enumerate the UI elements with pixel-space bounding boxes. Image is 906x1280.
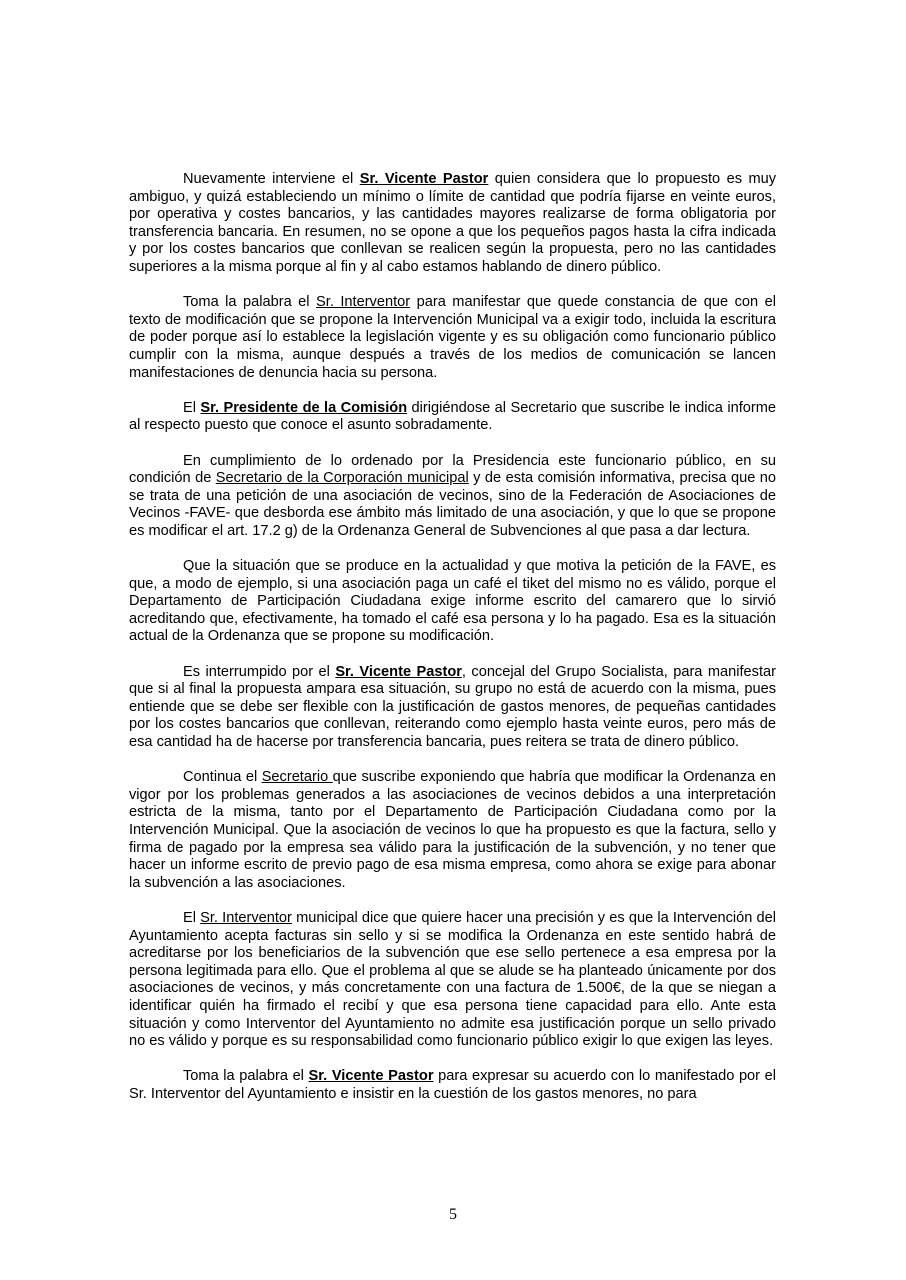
- speaker-name: Sr. Vicente Pastor: [308, 1068, 434, 1085]
- speaker-name: Sr. Presidente de la Comisión: [200, 399, 408, 416]
- speaker-name: Sr. Interventor: [316, 294, 411, 311]
- paragraph: [129, 171, 776, 277]
- text-run: Continua el: [183, 769, 262, 786]
- paragraph: [129, 1068, 776, 1103]
- text-run: para manifestar que quede constancia de que con el texto de modificación que se propone la Intervención Municipal va a exigir todo, incluida la escritura de poder porque así lo establece la legislación vigente y es su obligación como funcionario público cumplir con la misma, aunque después a través de los medios de comunicación se lancen manifestaciones de denuncia hacia su persona.: [129, 294, 776, 381]
- speaker-name: Sr. Vicente Pastor: [359, 171, 489, 187]
- text-run: quien considera que lo propuesto es muy ambiguo, y quizá estableciendo un mínimo o límite de cantidad que podría fijarse en veinte euros, por operativa y costes bancarios, y las cantidades mayores realizarse de forma obligatoria por transferencia bancaria. En resumen, no se opone a que los pequeños pagos hasta la cifra indicada y por los costes bancarios que conllevan se realicen según la propuesta, pero no las cantidades superiores a la misma porque al fin y al cabo estamos hablando de dinero público.: [129, 171, 777, 275]
- text-run: , concejal del Grupo Socialista, para manifestar que si al final la propuesta ampara esa situación, su grupo no está de acuerdo con la misma, pues entiende que se debe ser flexible con la justificación de gastos menores, de pequeñas cantidades por los costes bancarios que conllevan, reiterando como ejemplo hasta veinte euros, pero más de esa cantidad ha de hacerse por transferencia bancaria, pues reitera se trata de dinero público.: [129, 663, 776, 750]
- paragraph: [129, 769, 776, 892]
- text-run: El: [183, 909, 201, 926]
- text-run: municipal dice que quiere hacer una precisión y es que la Intervención del Ayuntamiento acepta facturas sin sello y si se modifica la Ordenanza en este sentido habrá de acreditarse por los beneficiarios de la subvención que ese sello pertenece a esa empresa por la persona legitimada para ello. Que el problema al que se alude se ha planteado únicamente por dos asociaciones de vecinos, y más concretamente con una factura de 1.500€, de la que se niegan a identificar quién ha firmado el recibí y que esa persona tiene capacidad para ello. Ante esta situación y como Interventor del Ayuntamiento no admite esa justificación porque un sello privado no es válido y porque es su responsabilidad como funcionario público exigir lo que exigen las leyes.: [129, 909, 777, 1050]
- paragraph: [129, 664, 776, 752]
- text-run: Nuevamente interviene el: [183, 171, 360, 187]
- speaker-name: Secretario de la Corporación municipal: [215, 470, 469, 487]
- paragraph: [129, 294, 776, 382]
- paragraph: [129, 910, 776, 1051]
- text-run: Toma la palabra el: [183, 294, 317, 311]
- paragraph: [129, 453, 776, 541]
- speaker-name: Secretario: [261, 769, 333, 786]
- text-run: y de esta comisión informativa, precisa que no se trata de una petición de una asociación de vecinos, sino de la Federación de Asociaciones de Vecinos -FAVE- que desborda ese ámbito más limitado de una asociación, y que lo que se propone es modificar el art. 17.2 g) de la Ordenanza General de Subvenciones al que pasa a dar lectura.: [129, 470, 776, 539]
- page-number: 5: [449, 1206, 457, 1223]
- text-run: que suscribe exponiendo que habría que modificar la Ordenanza en vigor por los problemas generados a las asociaciones de vecinos debidos a una interpretación estricta de la misma, tanto por el Departamento de Participación Ciudadana como por la Intervención Municipal. Que la asociación de vecinos lo que ha propuesto es que la factura, sello y firma de pagado por la empresa sea válido para la justificación de la subvención, y no tener que hacer un informe escrito de previo pago de esa misma empresa, como ahora se exige para abonar la subvención a las asociaciones.: [129, 769, 776, 891]
- paragraph: [129, 400, 776, 435]
- paragraph: [129, 558, 776, 646]
- text-run: El: [183, 399, 201, 416]
- document-body: [129, 171, 776, 1121]
- speaker-name: Sr. Vicente Pastor: [335, 663, 462, 680]
- text-run: Que la situación que se produce en la actualidad y que motiva la petición de la FAVE, es que, a modo de ejemplo, si una asociación paga un café el tiket del mismo no es válido, porque el Departamento de Participación Ciudadana exige informe escrito del camarero que lo sirvió acreditando que, efectivamente, ha tomado el café esa persona y lo ha pagado. Esa es la situación actual de la Ordenanza que se propone su modificación.: [129, 558, 776, 645]
- speaker-name: Sr. Interventor: [200, 909, 292, 926]
- text-run: En cumplimiento de lo ordenado por la Presidencia este funcionario público, en su condición de: [129, 452, 776, 487]
- text-run: dirigiéndose al Secretario que suscribe le indica informe al respecto puesto que conoce el asunto sobradamente.: [129, 399, 776, 434]
- text-run: Es interrumpido por el: [183, 663, 336, 680]
- text-run: para expresar su acuerdo con lo manifestado por el Sr. Interventor del Ayuntamiento e insistir en la cuestión de los gastos menores, no para: [129, 1068, 777, 1102]
- text-run: Toma la palabra el: [183, 1068, 309, 1085]
